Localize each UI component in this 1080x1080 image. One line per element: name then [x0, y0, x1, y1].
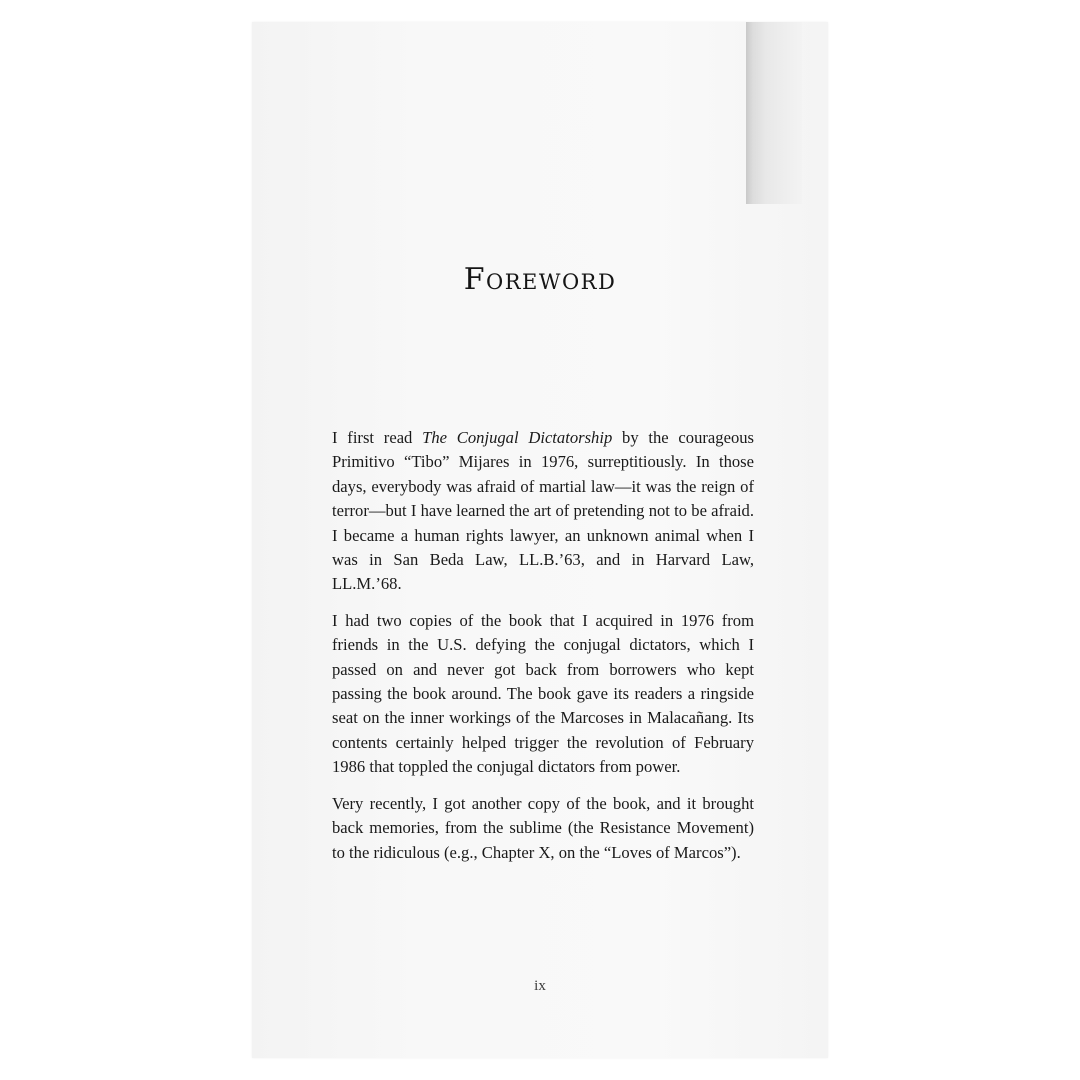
- book-page: [252, 22, 828, 1058]
- paragraph-1-rest: by the courageous Primitivo “Tibo” Mijares in 1976, surreptitiously. In those days, everybody was afraid of martial law—it was the reign of terror—but I have learned the art of pretending not to be afraid. I became a human rights lawyer, an unknown animal when I was in San Beda Law, LL.B.’63, and in Harvard Law, LL.M.’68.: [332, 428, 754, 594]
- book-title-italic: The Conjugal Dictatorship: [422, 428, 613, 447]
- foreword-body: [332, 426, 754, 877]
- page-title: Foreword: [463, 262, 617, 297]
- paragraph-3: Very recently, I got another copy of the book, and it brought back memories, from the sublime (the Resistance Movement) to the ridiculous (e.g., Chapter X, on the “Loves of Marcos”).: [332, 793, 754, 862]
- page-edge-shadow: [746, 22, 802, 204]
- page-number: ix: [534, 978, 546, 994]
- paragraph-1-lead: I first read: [332, 428, 423, 447]
- paragraph-1: [332, 426, 754, 597]
- paragraph-2: I had two copies of the book that I acquired in 1976 from friends in the U.S. defying the conjugal dictators, which I passed on and never got back from borrowers who kept passing the book around. The book gave its readers a ringside seat on the inner workings of the Marcoses in Malacañang. Its contents certainly helped trigger the revolution of February 1986 that toppled the conjugal dictators from power.: [332, 610, 754, 777]
